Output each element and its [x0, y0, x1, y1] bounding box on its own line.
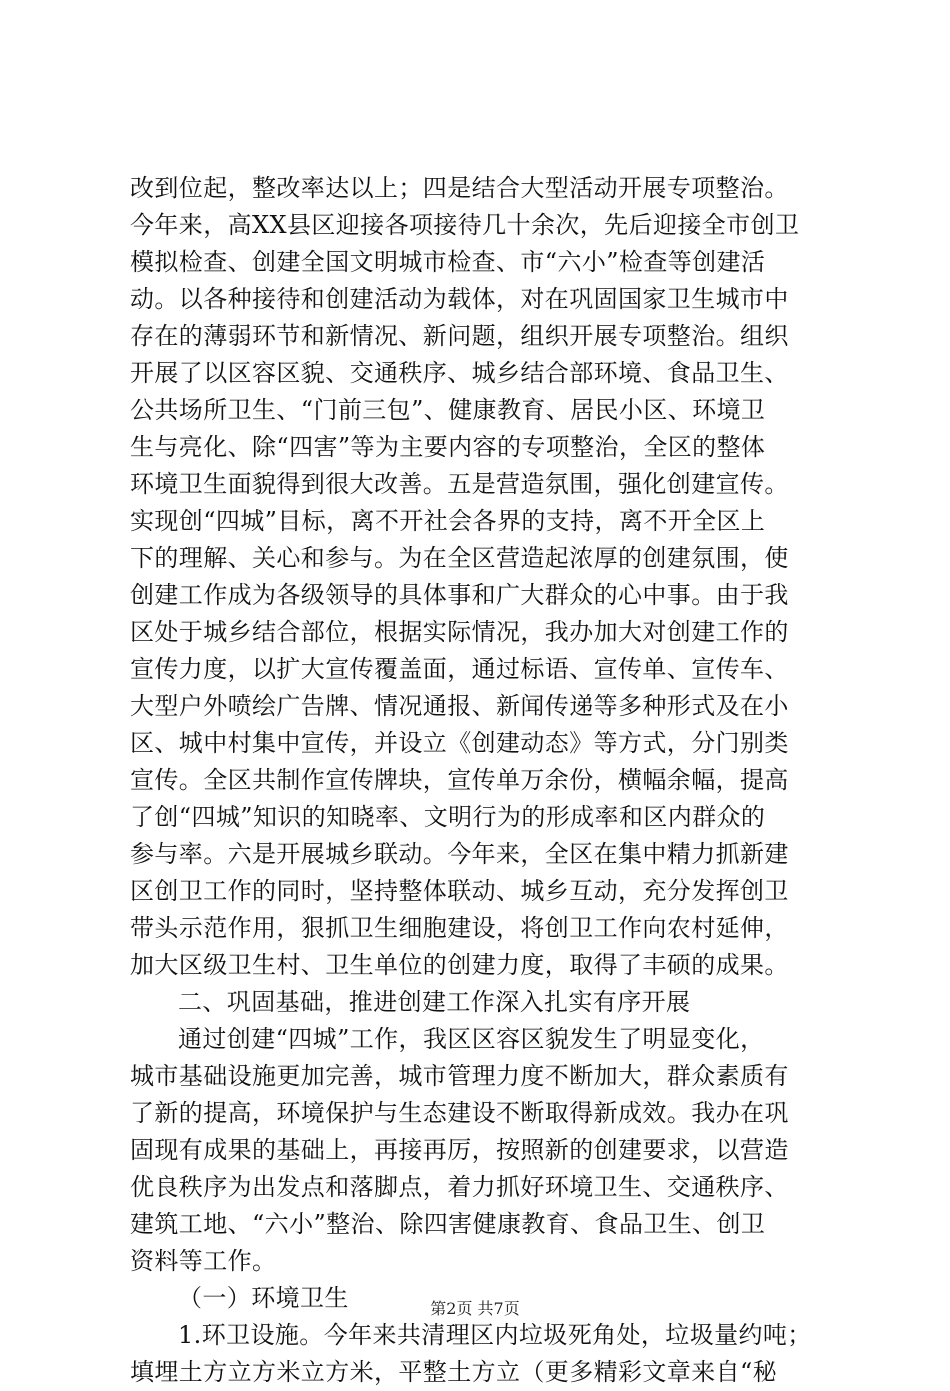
text-line: 区创卫工作的同时，坚持整体联动、城乡互动，充分发挥创卫 [130, 877, 789, 905]
text-line: 今年来，高XX县区迎接各项接待几十余次，先后迎接全市创卫 [130, 211, 800, 239]
text-line: 了创“四城”知识的知晓率、文明行为的形成率和区内群众的 [130, 803, 766, 831]
text-line: 改到位起，整改率达以上；四是结合大型活动开展专项整治。 [130, 174, 789, 202]
text-line: 资料等工作。 [130, 1247, 277, 1275]
body-text [130, 170, 830, 1391]
text-line: 填埋土方立方米立方米，平整土方立（更多精彩文章来自“秘 [130, 1358, 778, 1386]
text-line: 模拟检查、创建全国文明城市检查、市“六小”检查等创建活 [130, 248, 766, 276]
text-line: 公共场所卫生、“门前三包”、健康教育、居民小区、环境卫 [130, 396, 766, 424]
text-line: 通过创建“四城”工作，我区区容区貌发生了明显变化， [178, 1025, 765, 1053]
text-line: 宣传力度，以扩大宣传覆盖面，通过标语、宣传单、宣传车、 [130, 655, 789, 683]
text-line: 二、巩固基础，推进创建工作深入扎实有序开展 [178, 988, 691, 1016]
text-line: 下的理解、关心和参与。为在全区营造起浓厚的创建氛围，使 [130, 544, 789, 572]
text-line: 加大区级卫生村、卫生单位的创建力度，取得了丰硕的成果。 [130, 951, 789, 979]
text-line: 环境卫生面貌得到很大改善。五是营造氛围，强化创建宣传。 [130, 470, 789, 498]
text-line: 固现有成果的基础上，再接再厉，按照新的创建要求，以营造 [130, 1136, 789, 1164]
text-line: 了新的提高，环境保护与生态建设不断取得新成效。我办在巩 [130, 1099, 789, 1127]
page-footer: 第2页 共7页 [430, 1299, 520, 1318]
text-line: 生与亮化、除“四害”等为主要内容的专项整治，全区的整体 [130, 433, 766, 461]
text-line: 城市基础设施更加完善，城市管理力度不断加大，群众素质有 [130, 1062, 789, 1090]
text-line: 实现创“四城”目标，离不开社会各界的支持，离不开全区上 [130, 507, 766, 535]
text-line: 优良秩序为出发点和落脚点，着力抓好环境卫生、交通秩序、 [130, 1173, 789, 1201]
text-line: 动。以各种接待和创建活动为载体，对在巩固国家卫生城市中 [130, 285, 789, 313]
text-line: 区、城中村集中宣传，并设立《创建动态》等方式，分门别类 [130, 729, 789, 757]
text-line: 创建工作成为各级领导的具体事和广大群众的心中事。由于我 [130, 581, 789, 609]
text-line: 建筑工地、“六小”整治、除四害健康教育、食品卫生、创卫 [130, 1210, 766, 1238]
text-line: 宣传。全区共制作宣传牌块，宣传单万余份，横幅余幅，提高 [130, 766, 789, 794]
text-line: 存在的薄弱环节和新情况、新问题，组织开展专项整治。组织 [130, 322, 789, 350]
text-line: 参与率。六是开展城乡联动。今年来，全区在集中精力抓新建 [130, 840, 789, 868]
text-line: 大型户外喷绘广告牌、情况通报、新闻传递等多种形式及在小 [130, 692, 789, 720]
text-line: 带头示范作用，狠抓卫生细胞建设，将创卫工作向农村延伸， [130, 914, 789, 942]
text-line: 1.环卫设施。今年来共清理区内垃圾死角处，垃圾量约吨； [178, 1321, 812, 1349]
text-line: 开展了以区容区貌、交通秩序、城乡结合部环境、食品卫生、 [130, 359, 789, 387]
text-line: 区处于城乡结合部位，根据实际情况，我办加大对创建工作的 [130, 618, 789, 646]
text-line: （一）环境卫生 [178, 1284, 349, 1312]
